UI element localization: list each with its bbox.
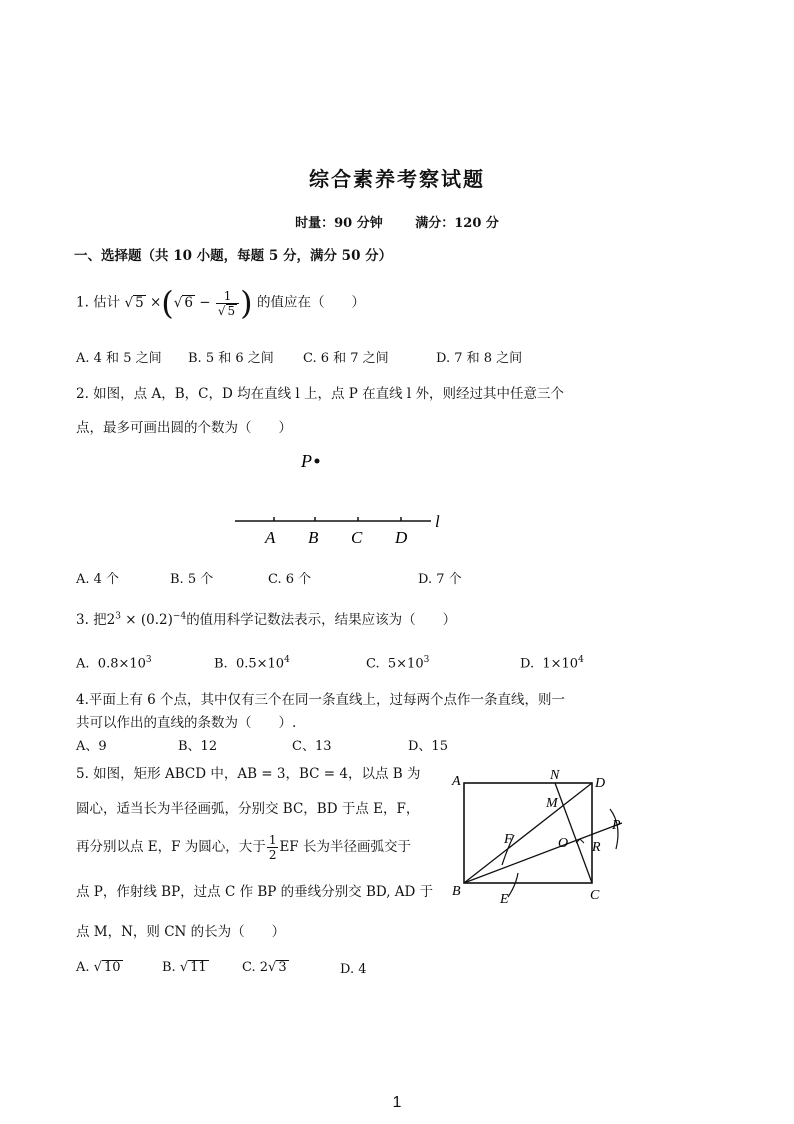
time-limit: 时量：90 分钟 xyxy=(295,216,383,231)
q3-prefix: 3. 把 xyxy=(76,612,107,628)
q4-line-1: 4.平面上有 6 个点，其中仅有三个在同一条直线上，过每两个点作一条直线，则一 xyxy=(76,692,566,708)
q2-point-p xyxy=(315,459,320,464)
q1-prefix: 1. 估计 xyxy=(76,294,121,311)
q3-mid: × (0.2) xyxy=(121,612,173,628)
q4-line-2: 共可以作出的直线的条数为（ ）. xyxy=(76,715,297,731)
q3-base: 2 xyxy=(106,612,116,628)
q5-line-4: 点 P，作射线 BP，过点 C 作 BP 的垂线分别交 BD, AD 于 xyxy=(76,884,434,900)
q5-line-3: 再分别以点 E，F 为圆心，大于 $\frac{1}{2}$ EF 长为半径画弧交于 xyxy=(76,833,411,862)
q4-option-a: A、9 xyxy=(76,739,107,754)
diagonal-bd xyxy=(464,783,592,883)
q5-label-a: A xyxy=(452,774,461,789)
q1-right-paren: ) xyxy=(240,284,253,322)
q2-option-b: B. 5 个 xyxy=(170,572,214,587)
section-heading: 一、选择题（共 10 小题，每题 5 分，满分 50 分） xyxy=(74,248,393,264)
q5-option-b: B. √ 11 xyxy=(162,960,207,975)
q1-sqrt6: √ 6 xyxy=(173,294,193,311)
q2-label-l: l xyxy=(435,512,440,531)
q5-line-5: 点 M，N，则 CN 的长为（ ） xyxy=(76,924,286,940)
q5-label-f: F xyxy=(504,832,513,847)
q1-frac-num: 1 xyxy=(216,289,239,304)
question-3 xyxy=(76,608,456,628)
q2-option-c: C. 6 个 xyxy=(268,572,312,587)
q1-option-c: C. 6 和 7 之间 xyxy=(303,351,389,366)
q5-line-1: 5. 如图，矩形 ABCD 中，AB = 3，BC = 4，以点 B 为 xyxy=(76,766,421,782)
q1-times: × xyxy=(149,294,162,311)
q2-option-a: A. 4 个 xyxy=(76,572,120,587)
q3-option-d: D. $1\times 10^4$ xyxy=(520,655,584,672)
q5-half-fraction: $\frac{1}{2}$ xyxy=(268,833,277,862)
q1-fraction xyxy=(216,289,239,318)
exam-meta xyxy=(0,212,794,231)
q2-label-b: B xyxy=(308,528,319,547)
q4-option-b: B、12 xyxy=(178,739,218,754)
q5-option-d: D. 4 xyxy=(340,962,367,977)
q2-option-d: D. 7 个 xyxy=(418,572,462,587)
q3-suffix: 的值用科学记数法表示，结果应该为（ ） xyxy=(186,612,457,628)
q2-figure xyxy=(225,445,455,555)
q5-option-c: C. 2√ 3 xyxy=(242,960,287,975)
q3-option-b: B. $0.5\times 10^4$ xyxy=(214,655,290,672)
q5-label-d: D xyxy=(595,776,606,791)
q1-left-paren: ( xyxy=(161,284,174,322)
q5-label-o: O xyxy=(558,836,569,851)
q3-exp1: 3 xyxy=(115,611,121,622)
q1-option-b: B. 5 和 6 之间 xyxy=(188,351,274,366)
q3-exp2: −4 xyxy=(172,611,187,622)
full-score: 满分：120 分 xyxy=(415,216,499,231)
q2-label-a: A xyxy=(265,528,276,547)
q4-option-d: D、15 xyxy=(408,739,448,754)
q2-label-p: P xyxy=(301,451,312,471)
q1-minus: − xyxy=(199,294,211,311)
q5-option-a: A. √ 10 xyxy=(76,960,121,975)
q5-label-p: P xyxy=(612,818,621,833)
q2-label-c: C xyxy=(351,528,363,547)
q5-label-b: B xyxy=(452,884,461,899)
q5-label-e: E xyxy=(500,892,509,907)
page-number: 1 xyxy=(392,1094,402,1111)
q5-label-n: N xyxy=(550,768,560,783)
q5-label-r: R xyxy=(592,840,601,855)
q1-option-a: A. 4 和 5 之间 xyxy=(76,351,162,366)
q2-line-1: 2. 如图，点 A，B，C，D 均在直线 l 上，点 P 在直线 l 外，则经过其中任意三个 xyxy=(76,386,565,402)
exam-title: 综合素养考察试题 xyxy=(309,167,485,191)
question-1 xyxy=(76,284,365,322)
q2-line-2: 点，最多可画出圆的个数为（ ） xyxy=(76,420,292,436)
q4-option-c: C、13 xyxy=(292,739,332,754)
q1-suffix: 的值应在（ ） xyxy=(256,294,365,311)
q1-frac-den: √ 5 xyxy=(217,303,236,318)
q5-label-m: M xyxy=(546,796,558,811)
q5-label-c: C xyxy=(590,888,600,903)
q5-line-2: 圆心，适当长为半径画弧，分别交 BC，BD 于点 E，F， xyxy=(76,801,420,817)
q3-option-c: C. $5\times 10^3$ xyxy=(366,655,430,672)
q1-sqrt5: √ 5 xyxy=(124,294,144,311)
q3-option-a: A. $0.8\times 10^3$ xyxy=(76,655,152,672)
q1-option-d: D. 7 和 8 之间 xyxy=(436,351,523,366)
arc-e xyxy=(508,873,518,897)
q5-figure xyxy=(450,765,650,910)
q2-label-d: D xyxy=(395,528,408,547)
